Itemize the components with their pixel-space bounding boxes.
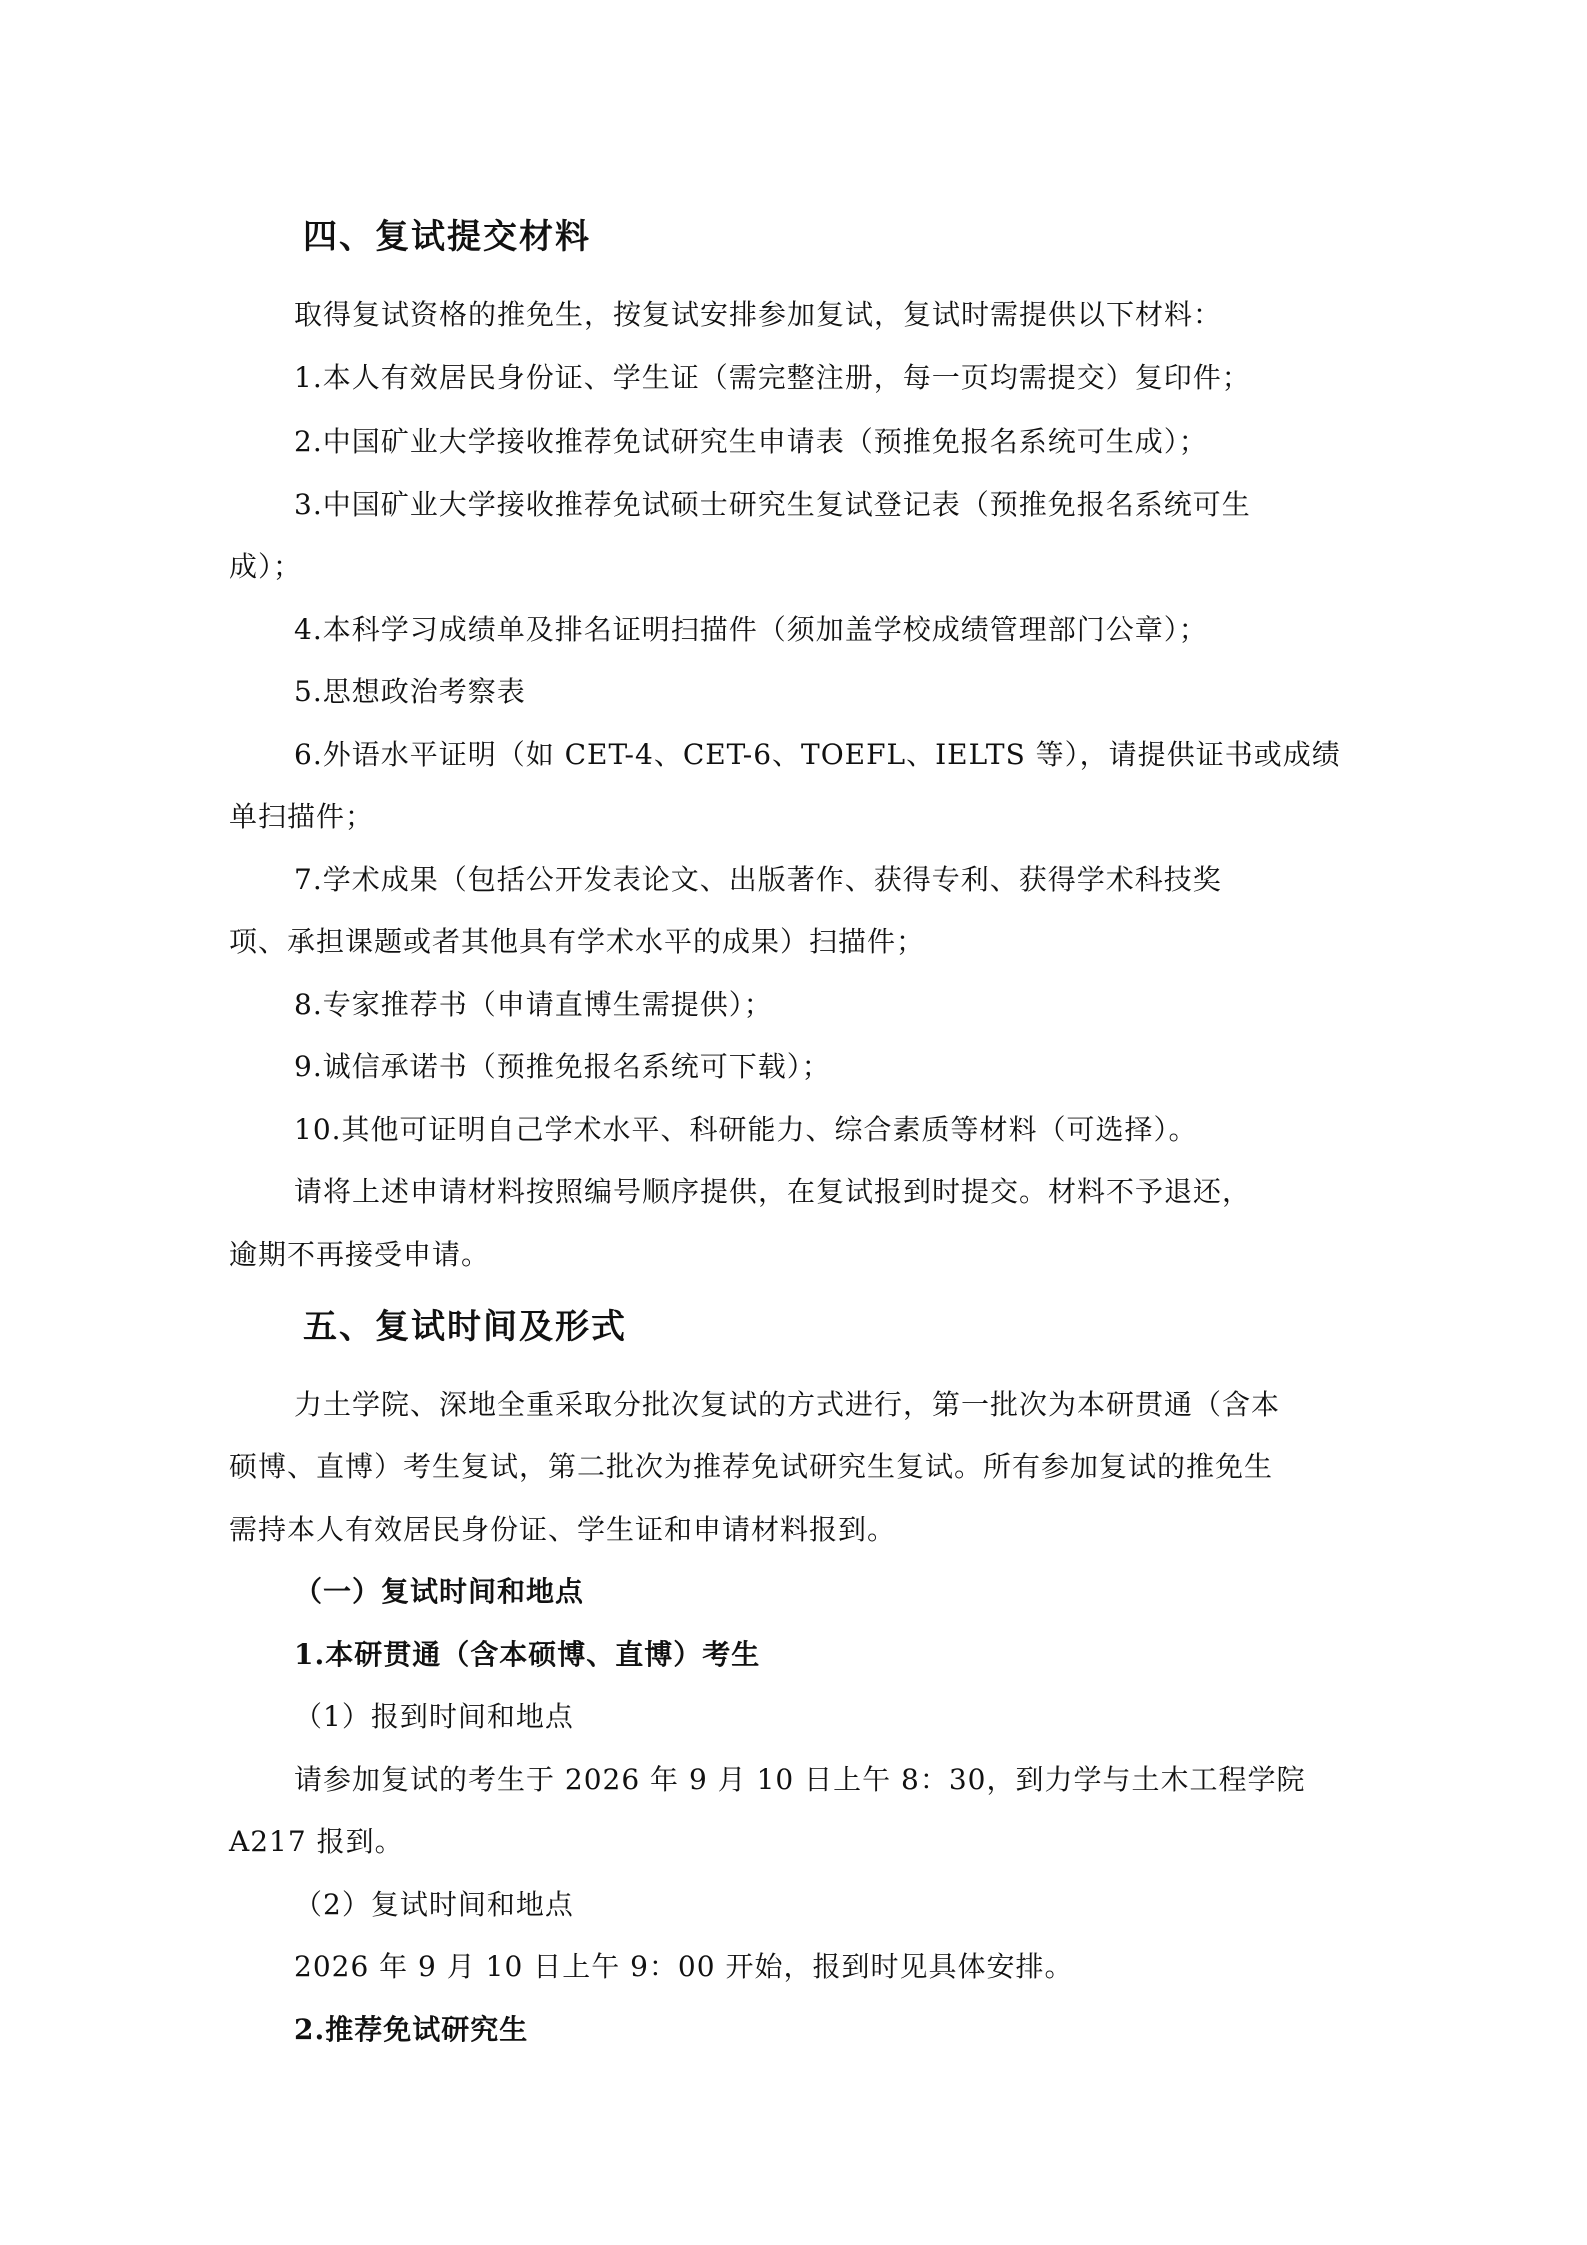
subsection-1-item-2-heading: 2.推荐免试研究生 <box>294 2013 529 2046</box>
material-item-6-line-1: 6.外语水平证明（如 CET-4、CET-6、TOEFL、IELTS 等），请提供证书或成绩 <box>294 738 1341 771</box>
material-item-3-line-1: 3.中国矿业大学接收推荐免试硕士研究生复试登记表（预推免报名系统可生 <box>294 488 1251 521</box>
section-4-closing-line-1: 请将上述申请材料按照编号顺序提供，在复试报到时提交。材料不予退还， <box>294 1175 1252 1208</box>
material-item-7-line-2: 项、承担课题或者其他具有学术水平的成果）扫描件； <box>229 925 926 958</box>
section-4-heading: 四、复试提交材料 <box>303 217 591 257</box>
material-item-3-line-2: 成）； <box>229 550 303 583</box>
material-item-2: 2.中国矿业大学接收推荐免试研究生申请表（预推免报名系统可生成）； <box>294 425 1208 458</box>
material-item-6-line-2: 单扫描件； <box>229 800 375 833</box>
material-item-5: 5.思想政治考察表 <box>294 675 526 708</box>
material-item-10: 10.其他可证明自己学术水平、科研能力、综合素质等材料（可选择）。 <box>294 1113 1198 1146</box>
checkin-heading: （1）报到时间和地点 <box>294 1700 574 1733</box>
material-item-1: 1.本人有效居民身份证、学生证（需完整注册，每一页均需提交）复印件； <box>294 361 1251 394</box>
section-5-intro-line-2: 硕博、直博）考生复试，第二批次为推荐免试研究生复试。所有参加复试的推免生 <box>229 1450 1274 1483</box>
section-5-heading: 五、复试时间及形式 <box>303 1307 627 1347</box>
exam-heading: （2）复试时间和地点 <box>294 1888 574 1921</box>
subsection-1-heading: （一）复试时间和地点 <box>294 1575 585 1608</box>
section-5-intro-line-1: 力土学院、深地全重采取分批次复试的方式进行，第一批次为本研贯通（含本 <box>294 1388 1281 1421</box>
exam-text: 2026 年 9 月 10 日上午 9：00 开始，报到时见具体安排。 <box>294 1950 1074 1983</box>
material-item-4: 4.本科学习成绩单及排名证明扫描件（须加盖学校成绩管理部门公章）； <box>294 613 1208 646</box>
checkin-text-line-1: 请参加复试的考生于 2026 年 9 月 10 日上午 8：30，到力学与土木工程学院 <box>294 1763 1306 1796</box>
material-item-9: 9.诚信承诺书（预推免报名系统可下载）； <box>294 1050 831 1083</box>
section-4-intro: 取得复试资格的推免生，按复试安排参加复试，复试时需提供以下材料： <box>294 298 1223 331</box>
section-4-closing-line-2: 逾期不再接受申请。 <box>229 1238 491 1271</box>
section-5-intro-line-3: 需持本人有效居民身份证、学生证和申请材料报到。 <box>229 1513 897 1546</box>
subsection-1-item-1-heading: 1.本研贯通（含本硕博、直博）考生 <box>294 1638 761 1671</box>
checkin-text-line-2: A217 报到。 <box>229 1825 404 1858</box>
material-item-7-line-1: 7.学术成果（包括公开发表论文、出版著作、获得专利、获得学术科技奖 <box>294 863 1222 896</box>
material-item-8: 8.专家推荐书（申请直博生需提供）； <box>294 988 773 1021</box>
